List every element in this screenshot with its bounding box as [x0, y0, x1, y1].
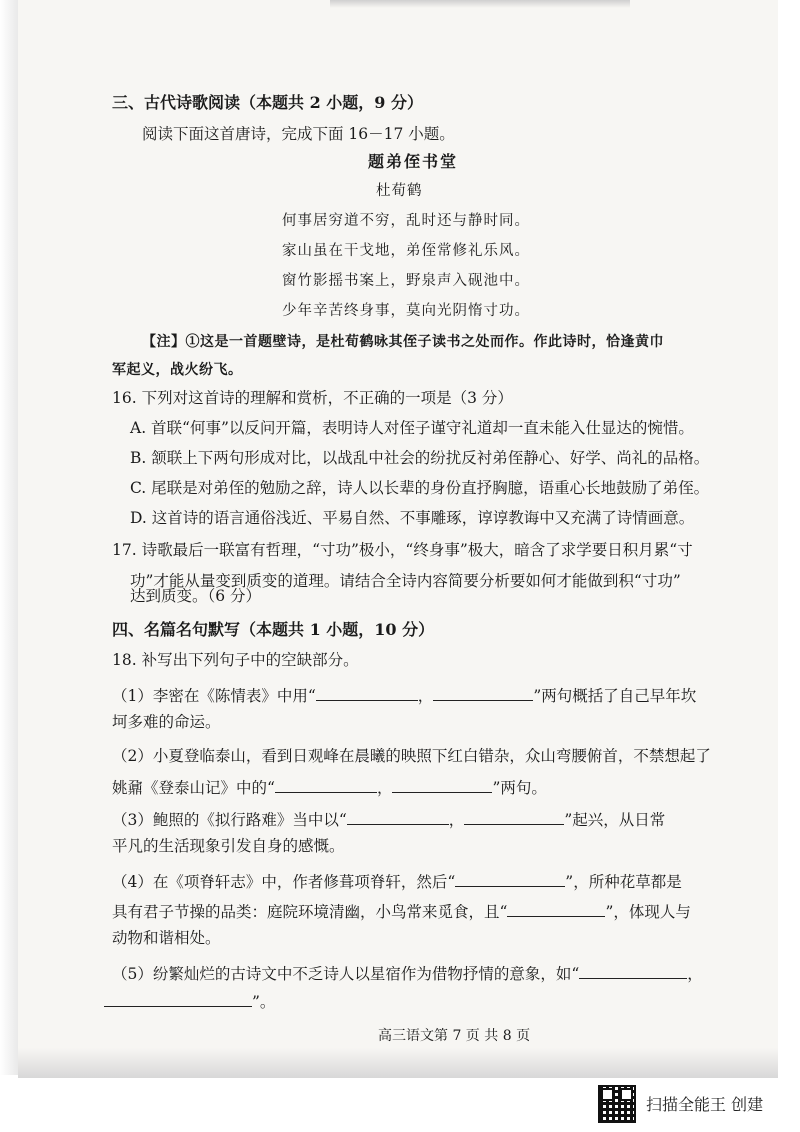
poem-note-line-1: 【注】①这是一首题壁诗，是杜荀鹤咏其侄子读书之处而作。作此诗时，恰逢黄巾: [142, 334, 664, 350]
answer-blank[interactable]: [275, 776, 377, 793]
poem-line-2: 家山虽在干戈地，弟侄常修礼乐风。: [282, 243, 530, 259]
question-18-item-2-line-1: （2）小夏登临泰山，看到日观峰在晨曦的映照下红白错杂，众山弯腰俯首，不禁想起了: [112, 747, 711, 765]
question-18-item-4-line-1: [112, 870, 682, 892]
question-18-item-5-line-2: [104, 990, 275, 1012]
poem-title: 题弟侄书堂: [368, 152, 459, 171]
answer-blank[interactable]: [464, 808, 564, 825]
item-5-separator: ，: [687, 965, 703, 983]
question-18-item-1: [112, 684, 696, 706]
section-4-heading: 四、名篇名句默写（本题共 1 小题，10 分）: [112, 620, 435, 639]
item-3-separator: ，: [448, 811, 465, 829]
answer-blank[interactable]: [507, 900, 605, 917]
answer-blank[interactable]: [455, 870, 565, 887]
item-4-tail: ”，体现人与: [605, 903, 691, 921]
item-1-prefix: （1）李密在《陈情表》中用“: [112, 687, 316, 705]
section-3-intro: 阅读下面这首唐诗，完成下面 16－17 小题。: [142, 125, 455, 143]
poem-line-3: 窗竹影摇书案上，野泉声入砚池中。: [282, 273, 530, 289]
question-17-line-3: 达到质变。（6 分）: [130, 587, 262, 605]
section-3-heading: 三、古代诗歌阅读（本题共 2 小题，9 分）: [112, 93, 423, 112]
item-2-separator: ，: [376, 779, 393, 797]
item-5-suffix: ”。: [252, 993, 276, 1011]
question-17-line-1: 17. 诗歌最后一联富有哲理，“寸功”极小，“终身事”极大，暗含了求学要日积月累“寸: [112, 541, 693, 559]
poem-note-line-2: 军起义，战火纷飞。: [112, 362, 243, 378]
answer-blank[interactable]: [316, 684, 418, 701]
poem-line-4: 少年辛苦终身事，莫向光阴惰寸功。: [282, 303, 530, 319]
item-2-suffix: ”两句。: [492, 779, 547, 797]
question-18-item-2-line-2: [112, 776, 547, 798]
question-18-item-1-cont: 坷多难的命运。: [112, 713, 221, 731]
question-17-line-2: 功”才能从量变到质变的道理。请结合全诗内容简要分析要如何才能做到积“寸功”: [130, 572, 681, 590]
question-18-stem: 18. 补写出下列句子中的空缺部分。: [112, 651, 359, 669]
poem-line-1: 何事居穷道不穷，乱时还与静时同。: [282, 213, 530, 229]
answer-blank[interactable]: [392, 776, 492, 793]
question-16-option-d: D. 这首诗的语言通俗浅近、平易自然、不事雕琢，谆谆教诲中又充满了诗情画意。: [130, 509, 695, 527]
question-16-option-b: B. 颔联上下两句形成对比，以战乱中社会的纷扰反衬弟侄静心、好学、尚礼的品格。: [130, 449, 710, 467]
question-18-item-5-line-1: [112, 962, 703, 984]
answer-blank[interactable]: [579, 962, 687, 979]
question-18-item-3-cont: 平凡的生活现象引发自身的感慨。: [112, 837, 345, 855]
item-2-prefix: 姚鼐《登泰山记》中的“: [112, 779, 275, 797]
question-16-stem: 16. 下列对这首诗的理解和赏析，不正确的一项是（3 分）: [112, 389, 513, 407]
poem-author: 杜荀鹤: [376, 183, 423, 199]
scanner-watermark: 扫描全能王 创建: [646, 1095, 764, 1114]
item-1-suffix: ”两句概括了自己早年坎: [533, 687, 697, 705]
scan-smudge: [330, 0, 630, 8]
item-3-prefix: （3）鲍照的《拟行路难》当中以“: [112, 811, 347, 829]
answer-blank[interactable]: [347, 808, 449, 825]
question-18-item-4-cont: 动物和谐相处。: [112, 929, 221, 947]
answer-blank[interactable]: [433, 684, 533, 701]
item-4-suffix: ”，所种花草都是: [565, 873, 682, 891]
item-4-middle: 具有君子节操的品类：庭院环境清幽，小鸟常来觅食，且“: [112, 903, 508, 921]
answer-blank[interactable]: [104, 990, 252, 1007]
item-4-prefix: （4）在《项脊轩志》中，作者修葺项脊轩，然后“: [112, 873, 456, 891]
qr-code-icon: [598, 1085, 636, 1123]
question-16-option-a: A. 首联“何事”以反问开篇，表明诗人对侄子谨守礼道却一直未能入仕显达的惋惜。: [130, 419, 694, 437]
scan-left-edge: [0, 0, 18, 1075]
question-18-item-4-line-2: [112, 900, 691, 922]
item-3-suffix: ”起兴，从日常: [564, 811, 666, 829]
page-footer: 高三语文第 7 页 共 8 页: [378, 1028, 531, 1044]
question-18-item-3: [112, 808, 665, 830]
scan-shadow: [18, 1048, 778, 1078]
item-5-prefix: （5）纷繁灿烂的古诗文中不乏诗人以星宿作为借物抒情的意象，如“: [112, 965, 580, 983]
question-16-option-c: C. 尾联是对弟侄的勉励之辞，诗人以长辈的身份直抒胸臆，语重心长地鼓励了弟侄。: [130, 479, 710, 497]
item-1-separator: ，: [417, 687, 434, 705]
